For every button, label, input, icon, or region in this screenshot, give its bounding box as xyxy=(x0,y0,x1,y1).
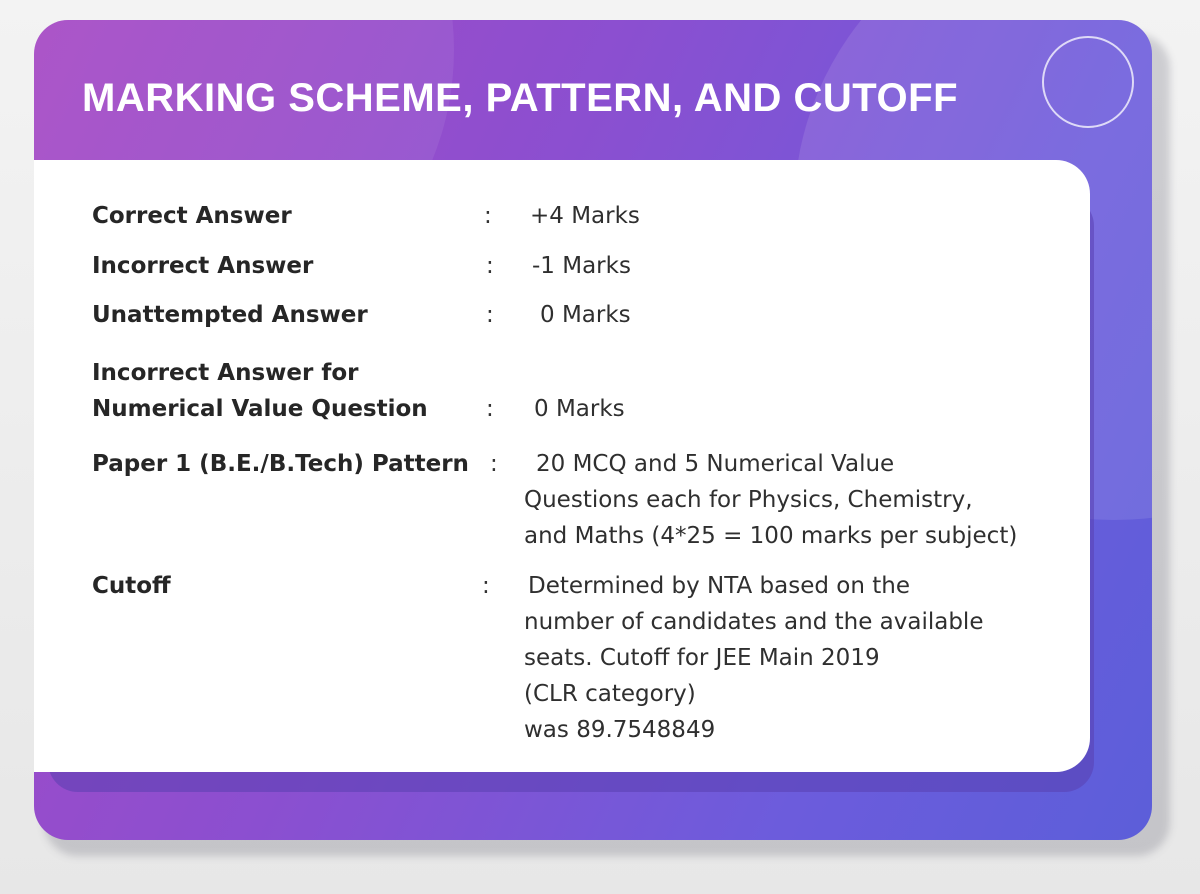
row-separator: : xyxy=(486,302,494,328)
row-label xyxy=(92,355,502,427)
details-panel xyxy=(34,160,1090,772)
row-separator: : xyxy=(486,396,494,422)
row-value-line: number of candidates and the available xyxy=(524,609,984,635)
row-value-line: seats. Cutoff for JEE Main 2019 xyxy=(524,645,880,671)
row-value-line: and Maths (4*25 = 100 marks per subject) xyxy=(524,523,1018,549)
row-label: Cutoff xyxy=(92,573,171,599)
decorative-ring-icon xyxy=(1042,36,1134,128)
row-label: Paper 1 (B.E./B.Tech) Pattern xyxy=(92,451,469,477)
row-value: +4 Marks xyxy=(530,203,640,229)
row-value xyxy=(524,568,983,748)
row-value-line: 20 MCQ and 5 Numerical Value xyxy=(536,451,895,477)
row-label: Unattempted Answer xyxy=(92,302,368,328)
row-value: 0 Marks xyxy=(540,302,631,328)
row-value xyxy=(524,446,1017,554)
marking-scheme-card xyxy=(34,20,1152,840)
page-title: MARKING SCHEME, PATTERN, AND CUTOFF xyxy=(82,76,958,120)
row-separator: : xyxy=(490,451,498,477)
row-separator: : xyxy=(482,573,490,599)
row-label: Incorrect Answer xyxy=(92,253,314,279)
row-value-line: Determined by NTA based on the xyxy=(528,573,910,599)
row-value-line: was 89.7548849 xyxy=(524,717,716,743)
row-separator: : xyxy=(486,253,494,279)
row-label-line: Incorrect Answer for xyxy=(92,360,359,386)
row-value: -1 Marks xyxy=(532,253,631,279)
row-value-line: Questions each for Physics, Chemistry, xyxy=(524,487,973,513)
row-value-line: (CLR category) xyxy=(524,681,696,707)
row-separator: : xyxy=(484,203,492,229)
row-value: 0 Marks xyxy=(534,396,625,422)
row-label: Correct Answer xyxy=(92,203,292,229)
row-label-line: Numerical Value Question xyxy=(92,396,428,422)
